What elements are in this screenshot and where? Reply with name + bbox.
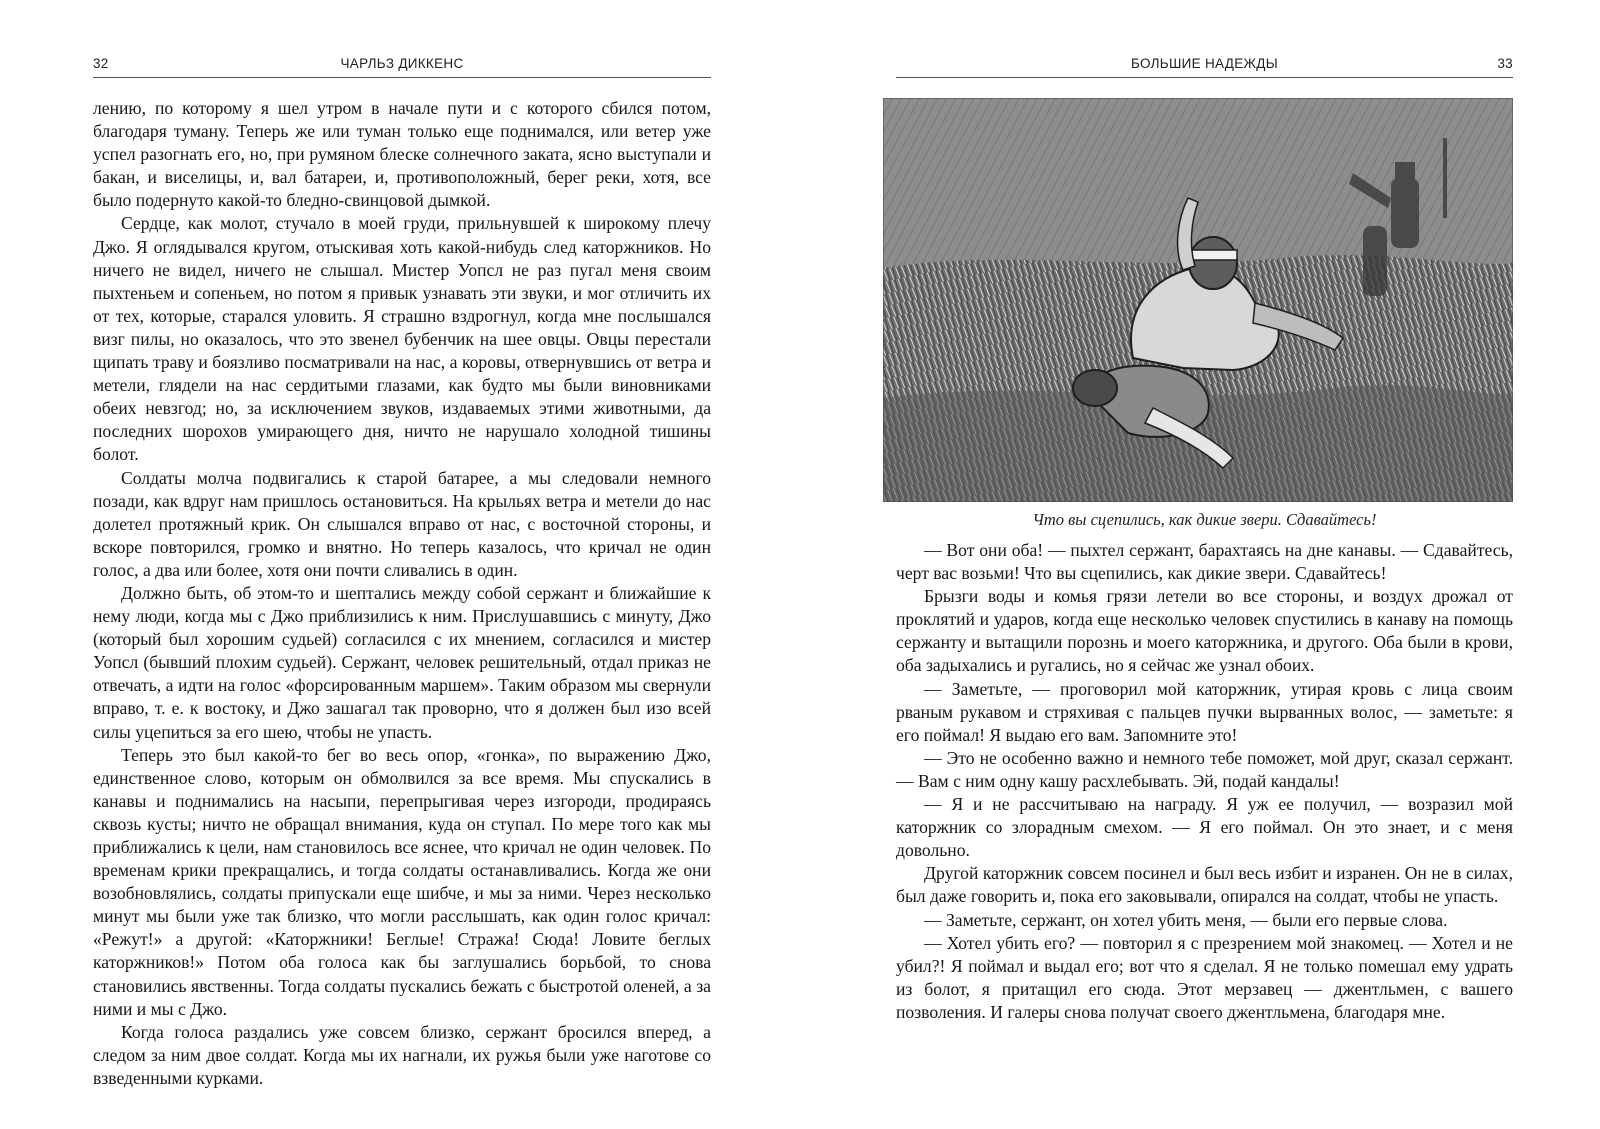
paragraph: Сердце, как молот, стучало в моей груди, прильнувшей к широкому плечу Джо. Я оглядывался кругом, отыскивая хоть какой-нибудь след каторжников. Но ничего не видел, ничего не слышал. Мистер Уопсл не раз пугал меня своим пыхтеньем и сопеньем, но потом я привык узнавать эти звуки, и мог отличить их от тех, которые, старался уловить. Я страшно вздрогнул, когда мне послышался визг пилы, но оказалось, что это звенел бубенчик на шее овцы. Овцы перестали щипать траву и боязливо посматривали на нас, а коровы, отвернувшись от ветра и метели, глядели на нас сердитыми глазами, как будто мы были виновниками обеих невзгод; но, за исключением звуков, издаваемых этими животными, да последних шорохов умирающего дня, ничто не нарушало холодной тишины болот. [93,213,711,465]
right-page [896,0,1513,1129]
paragraph: Брызги воды и комья грязи летели во все стороны, и воздух дрожал от проклятий и ударов, когда еще несколько человек спустились в канаву на помощь сержанту и вытащили порознь и моего каторжника, и другого. Оба были в крови, оба задыхались и ругались, но я сейчас же узнал обоих. [896,586,1513,676]
header-rule [896,77,1513,78]
paragraph: Теперь это был какой-то бег во весь опор, «гонка», по выражению Джо, единственное слово, которым он обмолвился за все время. Мы спускались в канавы и поднимались на насыпи, перепрыгивая через изгороди, продираясь сквозь кусты; ничто не обращал внимания, куда он ступал. По мере того как мы приближались к цели, нам становилось все яснее, что кричал не один человек. По временам крики прекращались, и тогда солдаты останавливались. Когда же они возобновлялись, солдаты припускали еще шибче, и мы за ними. Через несколько минут мы были уже так близко, что могли расслышать, как один голос кричал: «Режут!» а другой: «Каторжники! Беглые! Стража! Сюда! Ловите беглых каторжников!» Потом оба голоса как бы заглушались борьбой, то снова становились явственны. Тогда солдаты пускались бежать с быстротой оленей, а за ними и мы с Джо. [93,744,711,1019]
left-page [93,0,711,1129]
illustration-caption: Что вы сцепились, как дикие звери. Сдавайтесь! [1032,510,1377,529]
running-head-author: ЧАРЛЬЗ ДИККЕНС [340,56,464,71]
right-page-body [896,539,1513,1024]
left-page-body [93,97,711,1090]
paragraph: — Заметьте, сержант, он хотел убить меня, — были его первые слова. [924,909,1448,930]
paragraph: Другой каторжник совсем посинел и был весь избит и изранен. Он не в силах, был даже говорить и, пока его заковывали, опирался на солдат, чтобы не упасть. [896,863,1513,907]
running-head-title: БОЛЬШИЕ НАДЕЖДЫ [1130,56,1278,71]
header-rule [93,77,711,78]
paragraph: — Я и не рассчитываю на награду. Я уж ее получил, — возразил мой каторжник со злорадным смехом. — Я его поймал. Он это знает, и с меня довольно. [896,794,1513,861]
page-number: 33 [1497,56,1513,71]
engraving-illustration [883,98,1513,502]
paragraph: лению, по которому я шел утром в начале пути и с которого сбился потом, благодаря туману. Теперь же или туман только еще поднимался, или ветер уже успел разогнать его, но, при румяном блеске солнечного заката, ясно выступали и бакан, и виселицы, и, вал батареи, и, противоположный, берег реки, хотя, все было подернуто какой-то бледно-свинцовой дымкой. [93,98,711,211]
paragraph: — Это не особенно важно и немного тебе поможет, мой друг, сказал сержант. — Вам с ним одну кашу расхлебывать. Эй, подай кандалы! [896,747,1513,791]
left-page-header [93,56,711,76]
page-number: 32 [93,56,109,71]
paragraph: — Заметьте, — проговорил мой каторжник, утирая кровь с лица своим рваным рукавом и стряхивая с пальцев пучки вырванных волос, — заметьте: я его поймал! Я выдаю его вам. Запомните это! [896,678,1513,745]
paragraph: Должно быть, об этом-то и шептались между собой сержант и ближайшие к нему люди, когда мы с Джо приблизились к ним. Прислушавшись с минуту, Джо (который был хорошим судьей) согласился с их мнением, согласился и мистер Уопсл (бывший плохим судьей). Сержант, человек решительный, отдал приказ не отвечать, а идти на голос «форсированным маршем». Таким образом мы свернули вправо, т. е. к востоку, и Джо зашагал так проворно, что я должен был изо всей силы уцепиться за его шею, чтобы не упасть. [93,582,711,742]
paragraph: Солдаты молча подвигались к старой батарее, а мы следовали немного позади, как вдруг нам пришлось остановиться. На крыльях ветра и метели до нас долетел протяжный крик. Он слышался вправо от нас, с восточной стороны, и вскоре повторился, громко и внятно. Но теперь казалось, что кричал не один голос, а два или более, хотя они почти сливались в один. [93,467,711,580]
paragraph: Когда голоса раздались уже совсем близко, сержант бросился вперед, а следом за ним двое солдат. Когда мы их нагнали, их ружья были уже наготове со взведенными курками. [93,1021,711,1088]
illustration-graphic [883,98,1513,502]
right-page-header [896,56,1513,76]
paragraph: — Хотел убить его? — повторил я с презрением мой знакомец. — Хотел и не убил?! Я поймал и выдал его; вот что я сделал. Я не только помешал ему удрать из болот, я притащил его сюда. Этот мерзавец — джентльмен, с вашего позволения. И галеры снова получат своего джентльмена, благодаря мне. [896,932,1513,1022]
paragraph: — Вот они оба! — пыхтел сержант, барахтаясь на дне канавы. — Сдавайтесь, черт вас возьми! Что вы сцепились, как дикие звери. Сдавайтесь! [896,540,1513,584]
